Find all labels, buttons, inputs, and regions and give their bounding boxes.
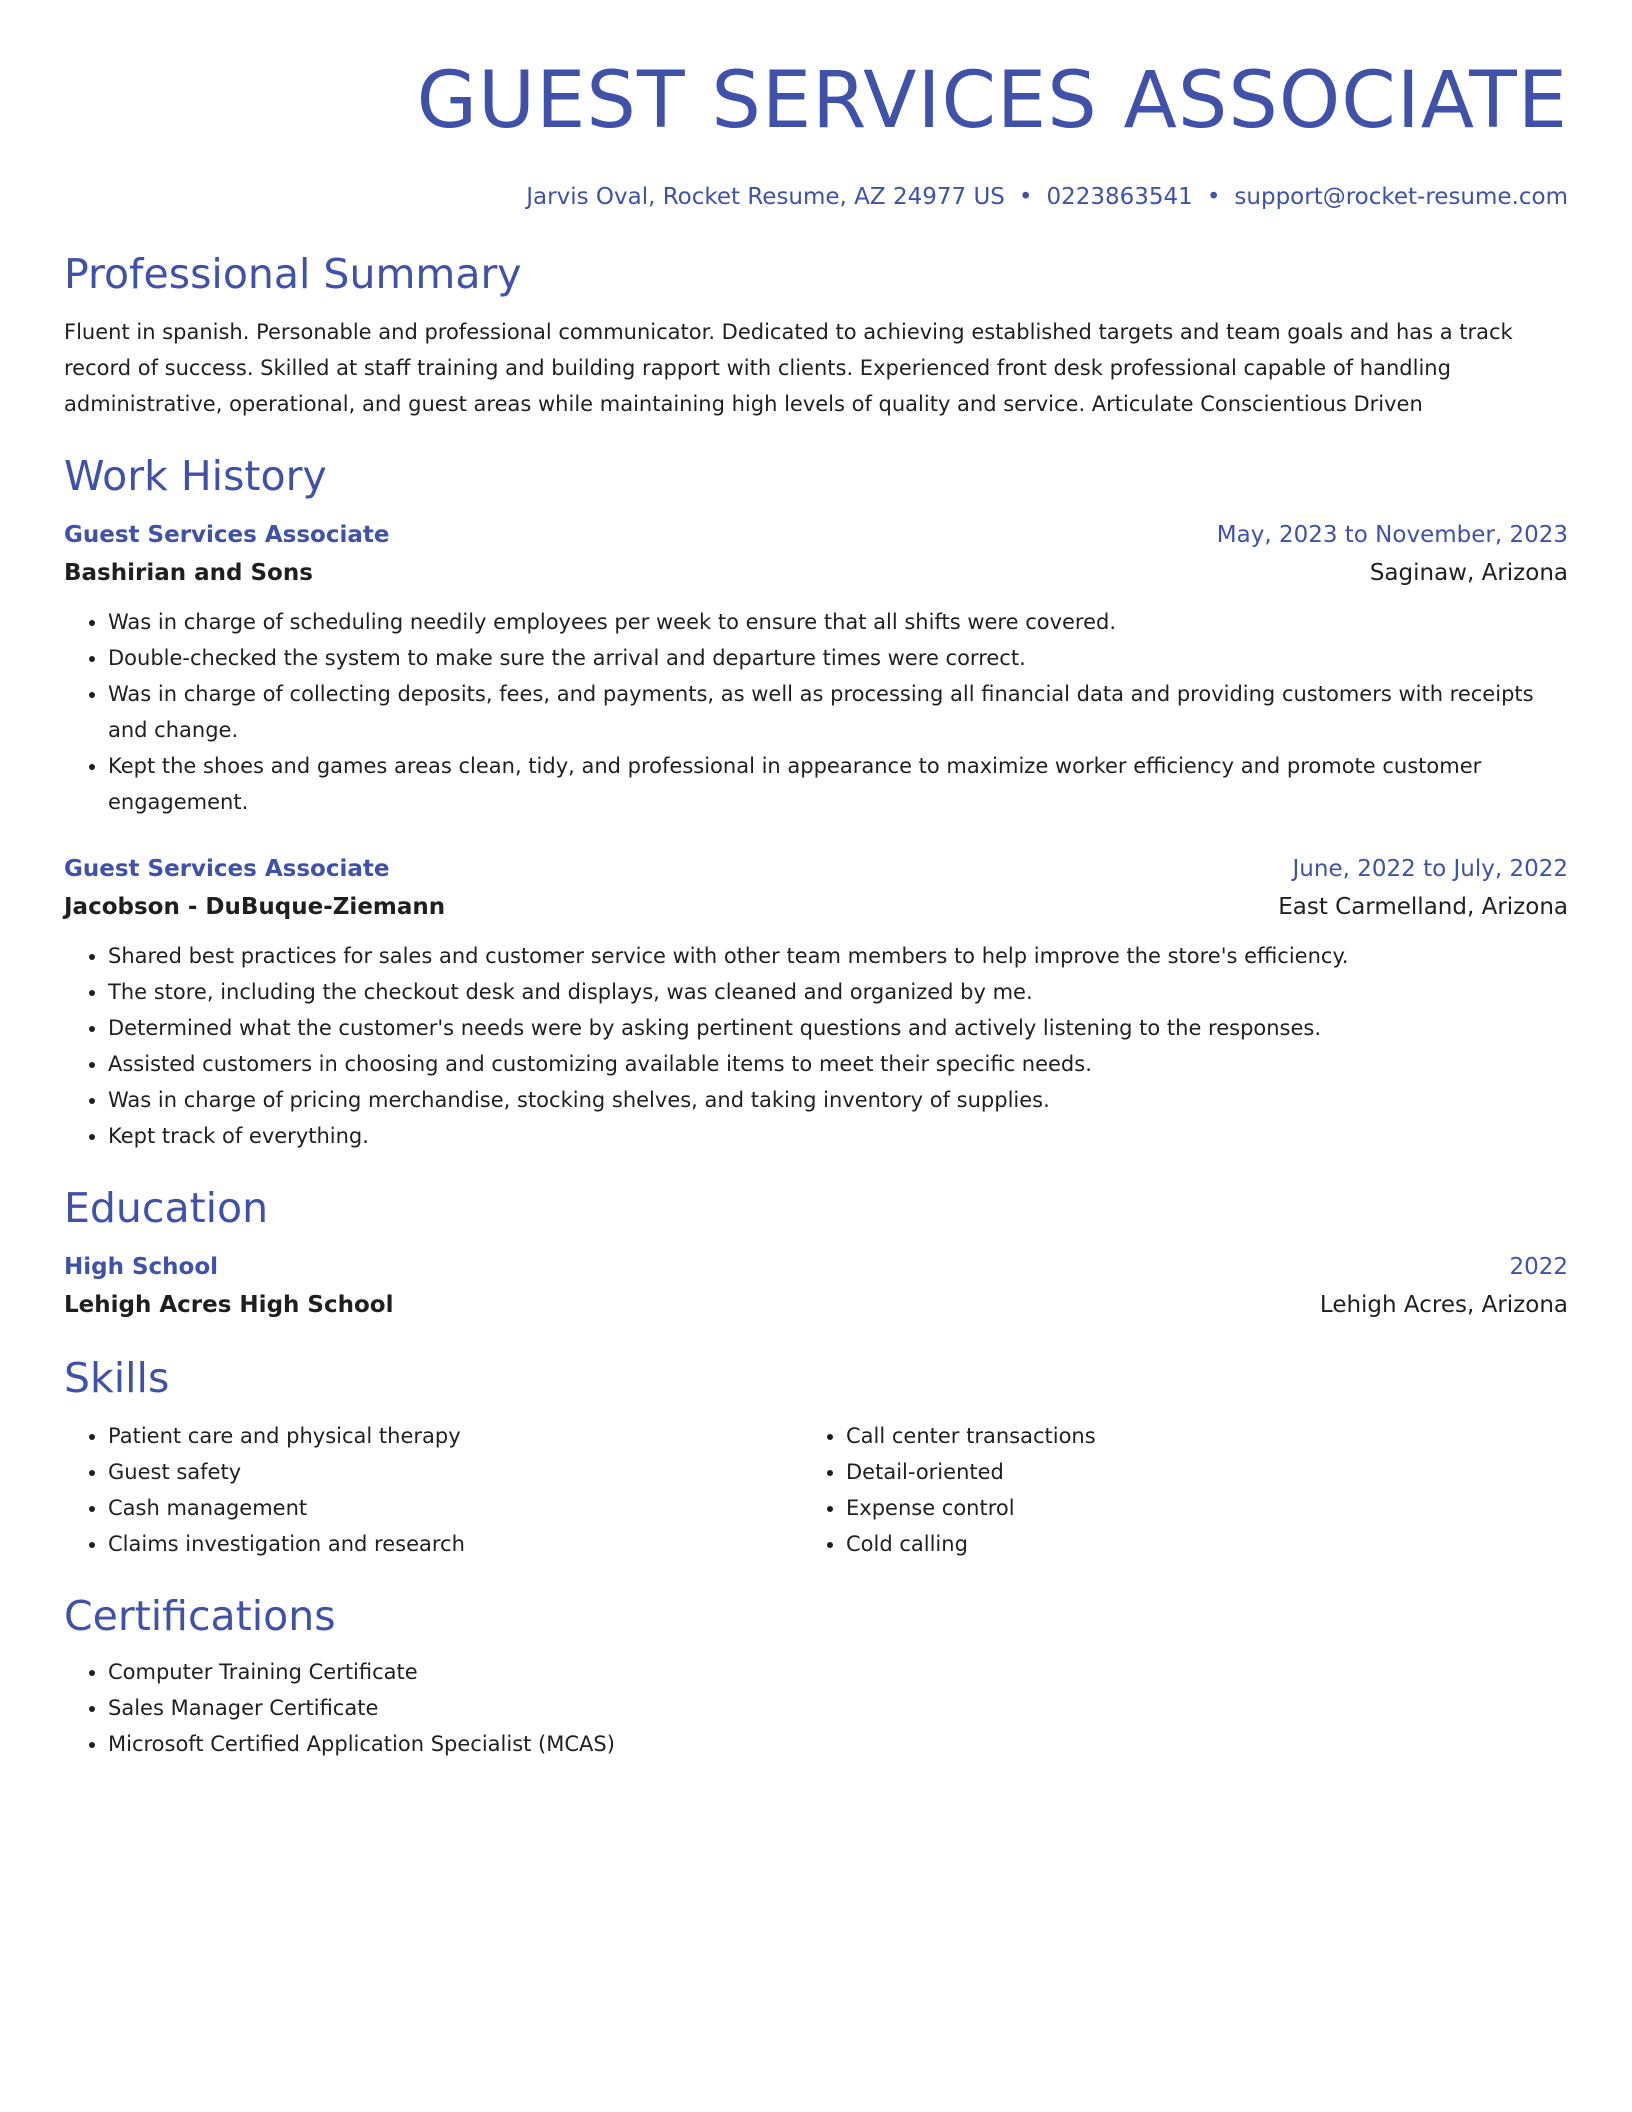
skills-left-column xyxy=(64,1418,802,1562)
work-history-section xyxy=(64,450,1568,1154)
education-heading: Education xyxy=(64,1184,269,1232)
job-company-row xyxy=(64,888,1568,926)
list-item: • Call center transactions xyxy=(846,1418,1540,1454)
job-dates: June, 2022 to July, 2022 xyxy=(1292,856,1568,882)
list-item: • Expense control xyxy=(846,1490,1540,1526)
certifications-list xyxy=(64,1654,1568,1762)
job-title-row xyxy=(64,850,1568,888)
job-role: Guest Services Associate xyxy=(64,856,390,882)
education-section xyxy=(64,1182,1568,1324)
skills-heading: Skills xyxy=(64,1354,170,1402)
list-item: • Patient care and physical therapy xyxy=(108,1418,802,1454)
list-item: • Guest safety xyxy=(108,1454,802,1490)
resume-name: GUEST SERVICES ASSOCIATE xyxy=(416,56,1568,146)
list-item: • Sales Manager Certificate xyxy=(108,1690,1568,1726)
certifications-section xyxy=(64,1590,1568,1762)
job-company-row xyxy=(64,554,1568,592)
contact-email[interactable]: support@rocket-resume.com xyxy=(1234,184,1568,210)
list-item: • Determined what the customer's needs were by asking pertinent questions and actively listening to the responses. xyxy=(108,1010,1568,1046)
job-dates: May, 2023 to November, 2023 xyxy=(1216,522,1568,548)
job-bullets xyxy=(64,938,1568,1154)
education-degree-row xyxy=(64,1248,1568,1286)
job-company: Jacobson - DuBuque-Ziemann xyxy=(64,894,446,920)
list-item: • Was in charge of collecting deposits, fees, and payments, as well as processing all financial data and providing customers with receipts and change. xyxy=(108,676,1568,748)
job-entry xyxy=(64,850,1568,1154)
education-degree: High School xyxy=(64,1254,219,1280)
list-item: • Microsoft Certified Application Specialist (MCAS) xyxy=(108,1726,1568,1762)
list-item: • Detail-oriented xyxy=(846,1454,1540,1490)
skills-right-column xyxy=(802,1418,1540,1562)
summary-heading: Professional Summary xyxy=(64,250,522,298)
job-location: East Carmelland, Arizona xyxy=(1278,894,1568,920)
list-item: • Claims investigation and research xyxy=(108,1526,802,1562)
contact-line xyxy=(64,182,1568,212)
list-item: • The store, including the checkout desk and displays, was cleaned and organized by me. xyxy=(108,974,1568,1010)
job-location: Saginaw, Arizona xyxy=(1369,560,1568,586)
list-item: • Double-checked the system to make sure the arrival and departure times were correct. xyxy=(108,640,1568,676)
list-item: • Was in charge of scheduling needily employees per week to ensure that all shifts were covered. xyxy=(108,604,1568,640)
education-school-row xyxy=(64,1286,1568,1324)
list-item: • Cash management xyxy=(108,1490,802,1526)
contact-phone: 0223863541 xyxy=(1046,184,1193,210)
list-item: • Assisted customers in choosing and customizing available items to meet their specific needs. xyxy=(108,1046,1568,1082)
contact-address: Jarvis Oval, Rocket Resume, AZ 24977 US xyxy=(526,184,1005,210)
education-location: Lehigh Acres, Arizona xyxy=(1319,1292,1568,1318)
contact-separator: • xyxy=(1018,184,1033,210)
list-item: • Cold calling xyxy=(846,1526,1540,1562)
list-item: • Kept track of everything. xyxy=(108,1118,1568,1154)
skills-section xyxy=(64,1352,1568,1562)
work-history-heading: Work History xyxy=(64,452,327,500)
job-title-row xyxy=(64,516,1568,554)
list-item: • Kept the shoes and games areas clean, tidy, and professional in appearance to maximize worker efficiency and promote customer engagement. xyxy=(108,748,1568,820)
certifications-heading: Certifications xyxy=(64,1592,336,1640)
education-year: 2022 xyxy=(1509,1254,1568,1280)
job-entry xyxy=(64,516,1568,820)
summary-text: Fluent in spanish. Personable and professional communicator. Dedicated to achieving established targets and team goals and has a track record of success. Skilled at staff training and building rapport with clients. Experienced front desk professional capable of handling administrative, operational, and guest areas while maintaining high levels of quality and service. Articulate Conscientious Driven xyxy=(64,320,1513,416)
education-school: Lehigh Acres High School xyxy=(64,1292,394,1318)
list-item: • Computer Training Certificate xyxy=(108,1654,1568,1690)
list-item: • Shared best practices for sales and customer service with other team members to help improve the store's efficiency. xyxy=(108,938,1568,974)
contact-separator: • xyxy=(1206,184,1221,210)
job-bullets xyxy=(64,604,1568,820)
skills-grid xyxy=(64,1418,1568,1562)
job-company: Bashirian and Sons xyxy=(64,560,313,586)
list-item: • Was in charge of pricing merchandise, stocking shelves, and taking inventory of supplies. xyxy=(108,1082,1568,1118)
job-role: Guest Services Associate xyxy=(64,522,390,548)
